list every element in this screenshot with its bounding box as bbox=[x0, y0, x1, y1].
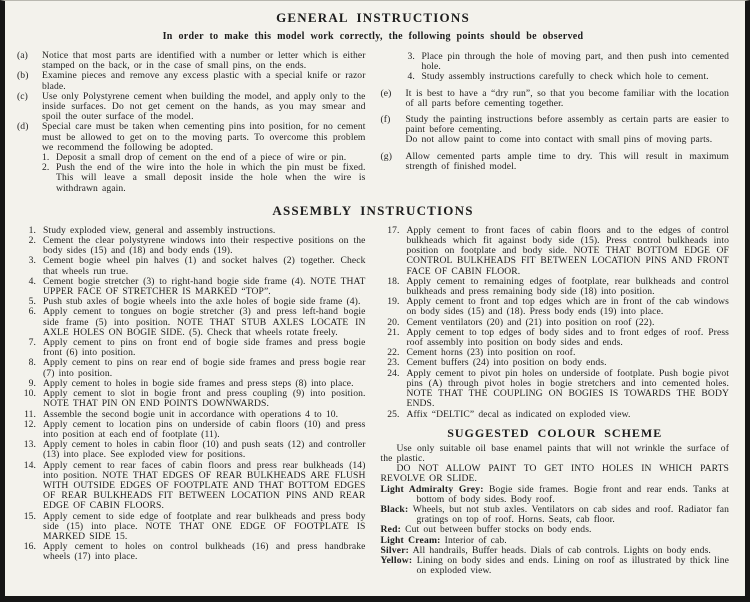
colour-name: Light Admiralty Grey: bbox=[380, 483, 484, 495]
step-text: Apply cement to holes in cabin floor (10) and push seats (12) and controller (13) into place. See exploded view for positions. bbox=[43, 439, 366, 461]
general-instruction-item bbox=[381, 89, 730, 109]
step-text: Apply cement to holes in bogie side frames and press steps (8) into place. bbox=[43, 377, 354, 389]
colour-description: Interior of cab. bbox=[444, 534, 507, 546]
step-number: 8. bbox=[28, 357, 36, 369]
cementing-step-item bbox=[408, 52, 730, 72]
general-instruction-item bbox=[381, 115, 730, 146]
step-number: 4. bbox=[407, 71, 415, 83]
step-number: 24. bbox=[387, 367, 400, 379]
step-text: Apply cement to pins on rear end of bogie side frames and press bogie rear (7) into position. bbox=[43, 357, 366, 379]
step-text: Apply cement to location pins on underside of cabin floors (10) and press into position at each end of footplate (11). bbox=[43, 418, 366, 440]
item-label: (b) bbox=[17, 70, 29, 82]
item-text-continued: Do not allow paint to come into contact with small pins of moving parts. bbox=[405, 134, 713, 146]
step-number: 1. bbox=[28, 224, 36, 236]
assembly-step-item bbox=[381, 226, 730, 277]
step-text: Study exploded view, general and assembly instructions. bbox=[43, 224, 276, 236]
assembly-step-item bbox=[17, 307, 366, 338]
colour-name: Light Cream: bbox=[380, 534, 441, 546]
step-text: Cement bogie stretcher (3) to right-hand bogie side frame (4). NOTE THAT UPPER FACE OF STRETCHER IS MARKED “TOP”. bbox=[43, 275, 366, 298]
colour-entries-list bbox=[381, 485, 730, 577]
step-text: Deposit a small drop of cement on the end of a piece of wire or pin. bbox=[56, 152, 347, 164]
step-text: Cement buffers (24) into position on body ends. bbox=[406, 357, 607, 369]
colour-entry bbox=[381, 505, 730, 525]
colour-description: Lining on body sides and ends. Lining on roof as illustrated by thick line on exploded view. bbox=[416, 554, 729, 577]
item-text-main: Study the painting instructions before assembly as certain parts are easier to paint before cementing. bbox=[405, 114, 729, 136]
item-label: (e) bbox=[380, 87, 392, 99]
item-label: (d) bbox=[17, 121, 29, 133]
step-number: 4. bbox=[28, 275, 36, 287]
colour-description: Cut out between buffer stocks on body ends. bbox=[405, 524, 592, 536]
assembly-left-column bbox=[17, 226, 366, 577]
step-number: 12. bbox=[23, 418, 36, 430]
colour-entry bbox=[381, 485, 730, 505]
step-number: 25. bbox=[387, 408, 400, 420]
step-text: Push stub axles of bogie wheels into the axle holes of bogie side frame (4). bbox=[43, 296, 361, 308]
colour-name: Red: bbox=[380, 524, 402, 536]
assembly-step-item bbox=[17, 461, 366, 512]
assembly-step-item bbox=[17, 236, 366, 256]
assembly-step-item bbox=[17, 542, 366, 562]
item-label: (a) bbox=[17, 50, 28, 61]
step-text: Affix “DELTIC” decal as indicated on exploded view. bbox=[406, 408, 631, 420]
step-number: 22. bbox=[387, 347, 400, 359]
general-instructions-section bbox=[17, 51, 729, 194]
assembly-steps-list-left bbox=[17, 226, 366, 563]
step-number: 18. bbox=[387, 275, 400, 287]
item-text: Examine pieces and remove any excess plastic with a special knife or razor blade. bbox=[42, 70, 366, 92]
assembly-step-item bbox=[17, 338, 366, 358]
step-number: 1. bbox=[42, 152, 50, 164]
step-number: 16. bbox=[23, 541, 36, 553]
item-text: Use only Polystyrene cement when building the model, and apply only to the inside surfaces. Do not get cement on the hands, as you may smear and spoil the outer surface of the model. bbox=[42, 90, 366, 123]
step-number: 17. bbox=[387, 224, 400, 236]
step-number: 9. bbox=[28, 377, 36, 389]
assembly-step-item bbox=[17, 512, 366, 543]
assembly-step-item bbox=[381, 369, 730, 410]
step-number: 21. bbox=[387, 326, 400, 338]
step-text: Cement the clear polystyrene windows into their respective positions on the body sides (15) and (18) and body ends (19). bbox=[43, 235, 366, 257]
step-text: Apply cement to rear faces of cabin floors and press rear bulkheads (14) into position. NOTE THAT EDGES OF REAR BULKHEADS ARE FLUSH WITH OUTSIDE EDGES OF FOOTPLATE AND THAT BOTTOM EDGES OF REAR BULKHEADS FIT BETWEEN LOCATION PINS AND REAR EDGE OF CABIN FLOORS. bbox=[43, 459, 366, 512]
step-number: 7. bbox=[28, 337, 36, 349]
step-text: Study assembly instructions carefully to check which hole to cement. bbox=[421, 71, 709, 83]
cementing-steps-list-left bbox=[17, 153, 366, 194]
colour-scheme-warning: DO NOT ALLOW PAINT TO GET INTO HOLES IN WHICH PARTS REVOLVE OR SLIDE. bbox=[380, 463, 729, 485]
step-text: Apply cement to slot in bogie front and press coupling (9) into position. NOTE THAT PIN ON END POINTS DOWNWARDS. bbox=[43, 388, 366, 410]
item-text-main: It is best to have a “dry run”, so that you become familiar with the location of all parts before cementing together. bbox=[405, 87, 729, 109]
step-text: Apply cement to front faces of cabin floors and to the edges of control bulkheads which fit against body side (15). Press control bulkheads into position on footplate and body side. NOTE THAT BOTTOM EDGE OF CONTROL BULKHEADS FIT BETWEEN LOCATION PINS AND FRONT FACE OF CABIN FLOOR. bbox=[406, 224, 729, 277]
assembly-instructions-section bbox=[17, 226, 729, 577]
cementing-step-item bbox=[408, 72, 730, 82]
step-number: 14. bbox=[23, 459, 36, 471]
general-left-column bbox=[17, 51, 366, 194]
general-instruction-item bbox=[381, 152, 730, 172]
colour-scheme-title: SUGGESTED COLOUR SCHEME bbox=[447, 425, 663, 440]
step-number: 2. bbox=[28, 235, 36, 247]
assembly-step-item bbox=[381, 328, 730, 348]
step-number: 3. bbox=[28, 255, 36, 267]
step-number: 6. bbox=[28, 306, 36, 318]
assembly-step-item bbox=[17, 277, 366, 297]
colour-description: Wheels, but not stub axles. Ventilators on cab sides and roof. Radiator fan gratings on top of roof. Horns. Seats, cab floor. bbox=[412, 503, 729, 526]
step-text: Place pin through the hole of moving part, and then push into cemented hole. bbox=[421, 51, 729, 73]
assembly-step-item bbox=[17, 256, 366, 276]
colour-scheme-intro: Use only suitable oil base enamel paints that will not wrinkle the surface of the plastic. bbox=[380, 442, 729, 464]
assembly-steps-list-right bbox=[381, 226, 730, 420]
step-text: Cement bogie wheel pin halves (1) and socket halves (2) together. Check that wheels run true. bbox=[43, 255, 366, 277]
general-items-list bbox=[17, 51, 366, 153]
step-text: Apply cement to pivot pin holes on underside of footplate. Push bogie pivot pins (A) through pivot holes in bogie stretchers and into cemented holes. NOTE THAT THE COUPLING ON BOGIES IS TOWARDS THE BODY ENDS. bbox=[406, 367, 729, 410]
colour-name: Black: bbox=[380, 503, 409, 515]
page-title: GENERAL INSTRUCTIONS bbox=[276, 10, 470, 25]
assembly-title: ASSEMBLY INSTRUCTIONS bbox=[272, 202, 474, 218]
item-label: (f) bbox=[380, 114, 391, 126]
step-text: Assemble the second bogie unit in accordance with operations 4 to 10. bbox=[43, 408, 339, 420]
item-text: Notice that most parts are identified with a number or letter which is either stamped on the back, or in the case of small pins, on the ends. bbox=[42, 50, 366, 72]
step-text: Apply cement to pins on front end of bogie side frames and press bogie front (6) into position. bbox=[43, 337, 366, 359]
step-text: Cement ventilators (20) and (21) into position on roof (22). bbox=[406, 316, 655, 328]
step-number: 19. bbox=[387, 296, 400, 308]
general-instruction-item bbox=[17, 51, 366, 71]
step-number: 11. bbox=[24, 408, 36, 420]
item-label: (c) bbox=[17, 90, 28, 102]
step-number: 23. bbox=[387, 357, 400, 369]
step-text: Push the end of the wire into the hole in which the pin must be fixed. This will leave a small deposit inside the hole when the wire is withdrawn again. bbox=[56, 162, 366, 194]
step-number: 13. bbox=[23, 439, 36, 451]
step-text: Apply cement to tongues on bogie stretcher (3) and press left-hand bogie side frame (5) into position. NOTE THAT STUB AXLES LOCATE IN AXLE HOLES ON BOGIE SIDE. (5). Check that wheels rotate freely. bbox=[43, 306, 366, 338]
step-number: 5. bbox=[28, 296, 36, 308]
step-number: 3. bbox=[407, 51, 415, 62]
assembly-right-column bbox=[381, 226, 730, 577]
colour-description: All handrails, Buffer heads. Dials of cab controls. Lights on body ends. bbox=[412, 544, 711, 556]
assembly-step-item bbox=[17, 389, 366, 409]
step-number: 10. bbox=[23, 388, 36, 400]
step-number: 2. bbox=[42, 162, 50, 174]
general-instruction-item bbox=[17, 92, 366, 123]
colour-description: Bogie side frames. Bogie front and rear ends. Tanks at bottom of body sides. Body roof. bbox=[416, 483, 729, 505]
cementing-step-item bbox=[42, 163, 366, 194]
general-instruction-item bbox=[17, 71, 366, 91]
step-text: Apply cement to holes on control bulkheads (16) and press handbrake wheels (17) into place. bbox=[43, 541, 366, 563]
cementing-steps-list-right bbox=[381, 52, 730, 83]
item-text bbox=[406, 152, 730, 172]
colour-name: Silver: bbox=[380, 544, 410, 556]
step-text: Apply cement to top edges of body sides and to front edges of roof. Press roof assembly into position on body sides and ends. bbox=[406, 326, 729, 349]
step-text: Apply cement to front and top edges which are in front of the cab windows on body sides (15) and (18). Press body ends (19) into place. bbox=[406, 296, 729, 318]
colour-scheme-section bbox=[381, 426, 730, 577]
step-text: Cement horns (23) into position on roof. bbox=[406, 347, 576, 359]
step-number: 15. bbox=[23, 510, 36, 522]
assembly-step-item bbox=[17, 358, 366, 378]
assembly-step-item bbox=[17, 420, 366, 440]
item-text bbox=[406, 115, 730, 146]
colour-entry bbox=[381, 556, 730, 576]
step-text: Apply cement to remaining edges of footplate, rear bulkheads and control bulkheads and press remaining body side (18) into position. bbox=[406, 275, 729, 298]
general-right-column bbox=[381, 51, 730, 194]
step-number: 20. bbox=[387, 316, 400, 328]
colour-name: Yellow: bbox=[380, 554, 413, 566]
item-text-main: Allow cemented parts ample time to dry. This will result in maximum strength of finished model. bbox=[405, 150, 729, 172]
page-subtitle: In order to make this model work correctly, the following points should be observed bbox=[162, 31, 584, 42]
step-text: Apply cement to side edge of footplate and rear bulkheads and press body side (15) into place. NOTE THAT ONE EDGE OF FOOTPLATE IS MARKED SIDE 15. bbox=[43, 510, 366, 542]
assembly-step-item bbox=[17, 440, 366, 460]
item-label: (g) bbox=[380, 150, 392, 162]
general-items-list bbox=[381, 89, 730, 172]
assembly-step-item bbox=[381, 410, 730, 420]
assembly-step-item bbox=[381, 277, 730, 297]
assembly-step-item bbox=[381, 297, 730, 317]
general-instruction-item bbox=[17, 122, 366, 153]
item-text: Special care must be taken when cementing pins into position, for no cement must be allowed to get on to the moving parts. To overcome this problem we recommend the following be adopted. bbox=[42, 121, 366, 153]
item-text bbox=[406, 89, 730, 109]
